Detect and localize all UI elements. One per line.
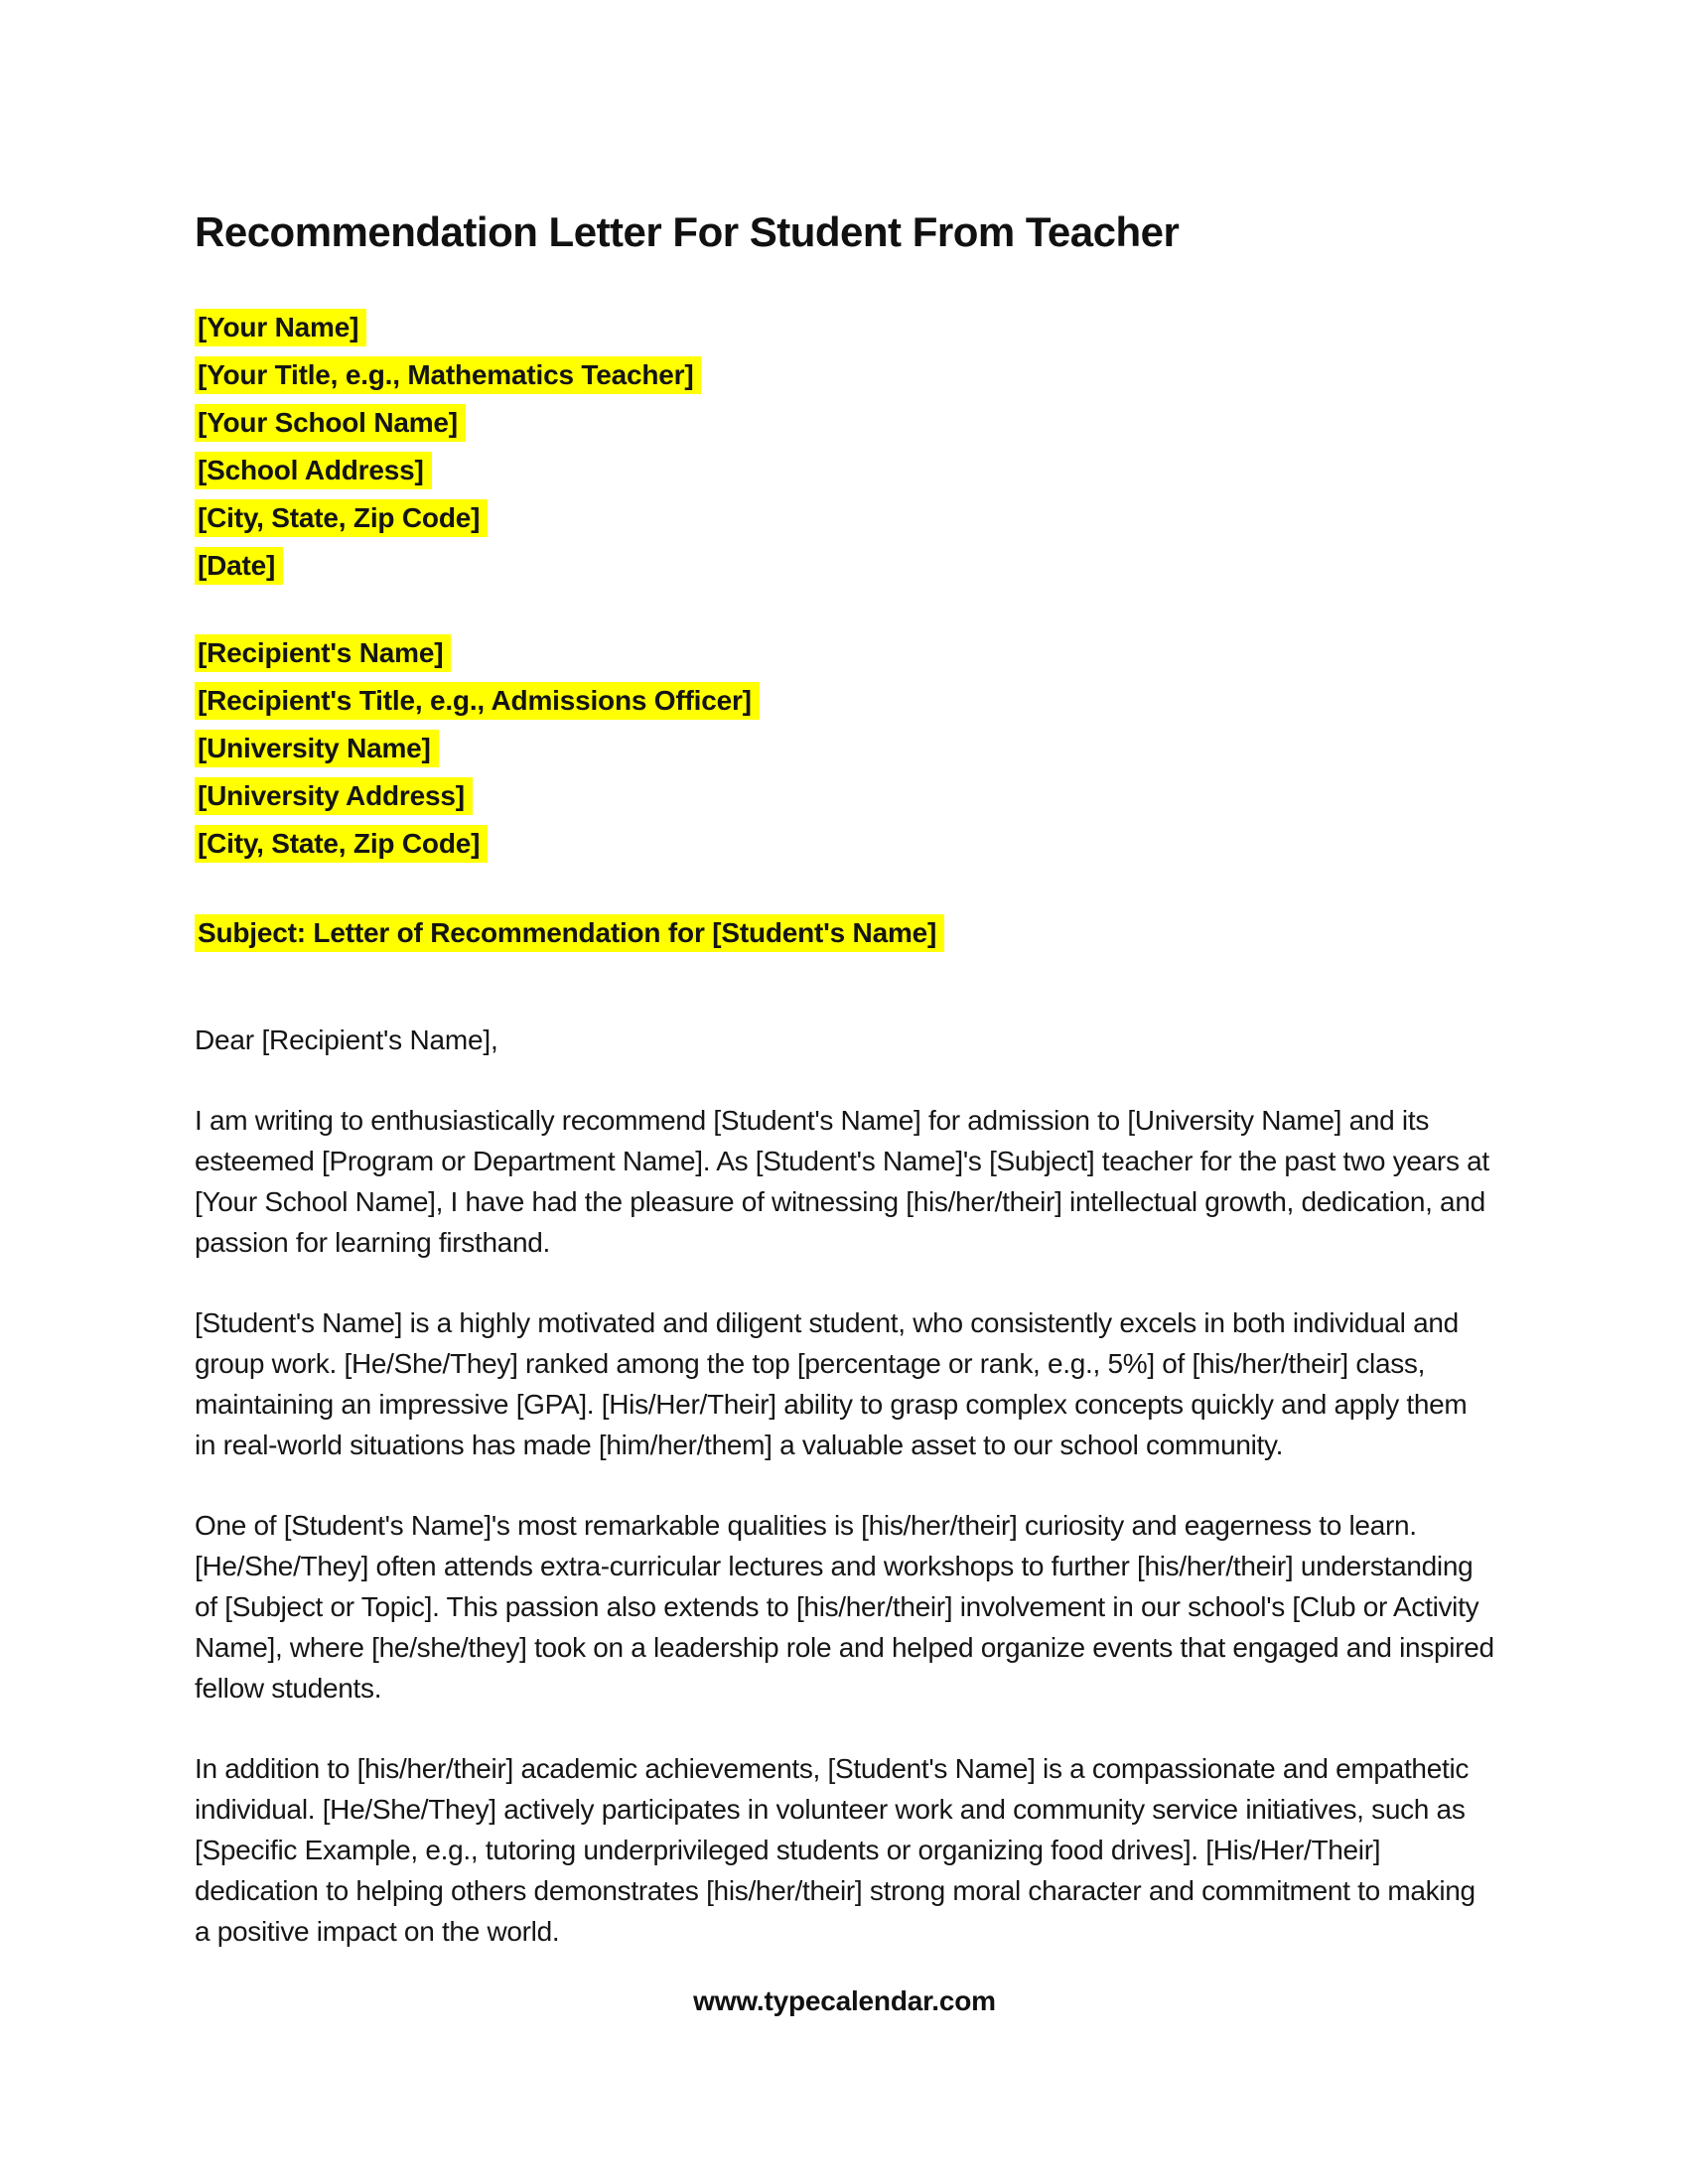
- sender-school-placeholder: [Your School Name]: [195, 404, 466, 442]
- recipient-block: [195, 631, 1494, 870]
- university-address-placeholder: [University Address]: [195, 777, 473, 815]
- sender-block: [195, 306, 1494, 592]
- body-paragraph-curiosity: One of [Student's Name]'s most remarkable qualities is [his/her/their] curiosity and eagerness to learn. [He/She/They] often attends extra-curricular lectures and workshops to further [his/her/their] understanding of [Subject or Topic]. This passion also extends to [his/her/their] involvement in our school's [Club or Activity Name], where [he/she/they] took on a leadership role and helped organize events that engaged and inspired fellow students.: [195, 1510, 1494, 1704]
- sender-address-placeholder: [School Address]: [195, 452, 432, 489]
- footer-website-url: www.typecalendar.com: [693, 1985, 996, 2016]
- recipient-line: [195, 631, 1494, 679]
- body-paragraph-character: In addition to [his/her/their] academic achievements, [Student's Name] is a compassionate and empathetic individual. [He/She/They] actively participates in volunteer work and community service initiatives, such as [Specific Example, e.g., tutoring underprivileged students or organizing food drives]. [His/Her/Their] dedication to helping others demonstrates [his/her/their] strong moral character and commitment to making a positive impact on the world.: [195, 1753, 1476, 1947]
- body-paragraph-academics: [Student's Name] is a highly motivated and diligent student, who consistently excels in both individual and group work. [He/She/They] ranked among the top [percentage or rank, e.g., 5%] of [his/her/their] class, maintaining an impressive [GPA]. [His/Her/Their] ability to grasp complex concepts quickly and apply them in real-world situations has made [him/her/them] a valuable asset to our school community.: [195, 1307, 1468, 1460]
- sender-line: [195, 401, 1494, 449]
- recipient-line: [195, 727, 1494, 774]
- sender-title-placeholder: [Your Title, e.g., Mathematics Teacher]: [195, 356, 701, 394]
- university-name-placeholder: [University Name]: [195, 730, 439, 767]
- sender-line: [195, 449, 1494, 496]
- subject-text: Subject: Letter of Recommendation for [Student's Name]: [195, 914, 944, 952]
- body-paragraph-intro: I am writing to enthusiastically recommend [Student's Name] for admission to [University Name] and its esteemed [Program or Department Name]. As [Student's Name]'s [Subject] teacher for the past two years at [Your School Name], I have had the pleasure of witnessing [his/her/their] intellectual growth, dedication, and passion for learning firsthand.: [195, 1105, 1489, 1258]
- subject-line: [195, 909, 1494, 962]
- recipient-title-placeholder: [Recipient's Title, e.g., Admissions Officer]: [195, 682, 760, 720]
- recipient-line: [195, 774, 1494, 822]
- salutation: Dear [Recipient's Name],: [195, 1024, 498, 1055]
- sender-line: [195, 496, 1494, 544]
- recipient-line: [195, 679, 1494, 727]
- recipient-name-placeholder: [Recipient's Name]: [195, 634, 451, 672]
- document-title: Recommendation Letter For Student From Teacher: [195, 208, 1180, 255]
- sender-city-placeholder: [City, State, Zip Code]: [195, 499, 488, 537]
- recipient-city-placeholder: [City, State, Zip Code]: [195, 825, 488, 863]
- sender-line: [195, 353, 1494, 401]
- recipient-line: [195, 822, 1494, 870]
- sender-line: [195, 306, 1494, 353]
- sender-name-placeholder: [Your Name]: [195, 309, 366, 346]
- date-placeholder: [Date]: [195, 547, 283, 585]
- sender-line: [195, 544, 1494, 592]
